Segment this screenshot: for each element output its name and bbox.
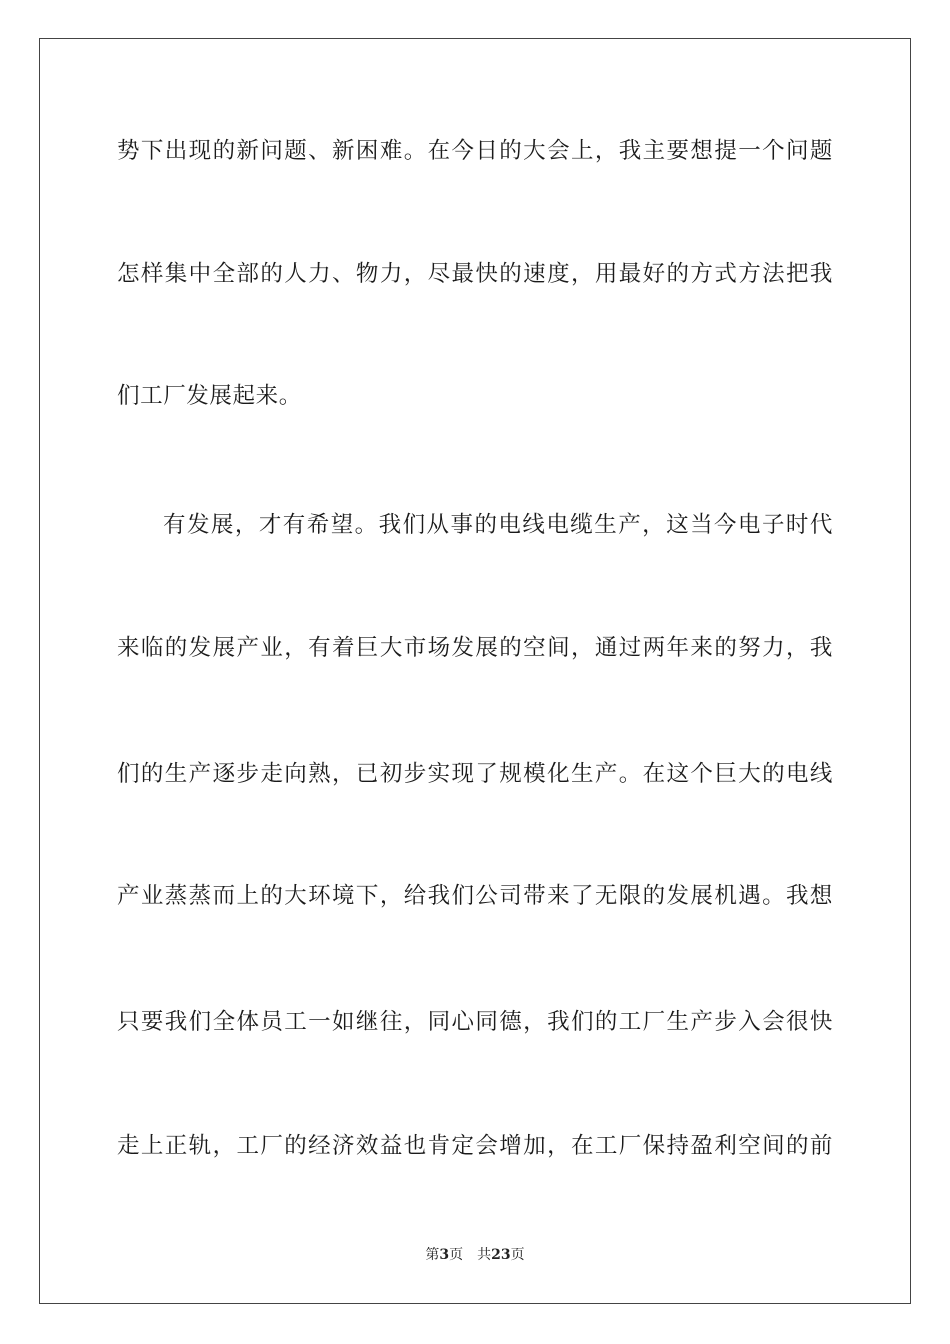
body-line-8: 只要我们全体员工一如继往，同心同德，我们的工厂生产步入会很快 [117,1009,833,1035]
body-line-1: 势下出现的新问题、新困难。在今日的大会上，我主要想提一个问题 [117,138,833,164]
page-suffix: 页 [449,1247,464,1263]
paragraph-2-first-line: 有发展，才有希望。我们从事的电线电缆生产，这当今电子时代 [163,512,833,538]
page-border [39,38,911,1304]
body-line-7: 产业蒸蒸而上的大环境下，给我们公司带来了无限的发展机遇。我想 [117,883,833,909]
body-line-6: 们的生产逐步走向熟，已初步实现了规模化生产。在这个巨大的电线 [117,761,833,787]
body-line-2: 怎样集中全部的人力、物力，尽最快的速度，用最好的方式方法把我 [117,261,833,287]
total-prefix: 共 [477,1247,492,1263]
total-suffix: 页 [510,1247,525,1263]
page-footer [0,1245,950,1265]
body-line-3: 们工厂发展起来。 [117,383,302,409]
page-prefix: 第 [425,1247,440,1263]
page-number: 3 [439,1247,450,1263]
body-line-9: 走上正轨，工厂的经济效益也肯定会增加，在工厂保持盈利空间的前 [117,1133,833,1159]
total-pages: 23 [491,1247,511,1263]
body-line-5: 来临的发展产业，有着巨大市场发展的空间，通过两年来的努力，我 [117,635,833,661]
